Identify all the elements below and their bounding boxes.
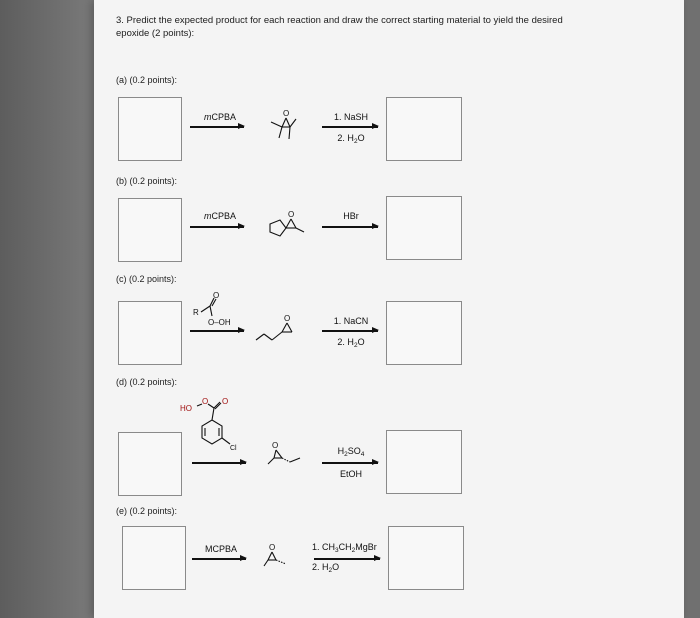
part-d-product-box[interactable] — [386, 430, 462, 494]
part-d-reagent-2-step-1: $H_2SO_4$ — [337, 446, 365, 458]
part-d-epoxide-structure — [262, 440, 310, 474]
part-e-reagent-2-step-2: 2. $H_2O$ — [312, 562, 340, 574]
part-d-hydroxyl: HO — [180, 404, 192, 413]
part-e-product-box[interactable] — [388, 526, 464, 590]
part-b-starting-material-box[interactable] — [118, 198, 182, 262]
part-d-arrow-1 — [192, 462, 246, 464]
part-d-carbonyl-oxygen: O — [222, 397, 229, 406]
part-e-epoxide-structure — [260, 540, 306, 572]
part-a-label: (a) (0.2 points): — [116, 75, 178, 85]
part-d-label: (d) (0.2 points): — [116, 377, 178, 387]
part-d-chlorine: Cl — [230, 445, 237, 452]
part-e-arrow-1 — [192, 558, 246, 560]
part-e-oxygen-atom: O — [269, 543, 276, 552]
part-c-carbonyl-oxygen: O — [213, 291, 220, 300]
question-title: 3. Predict the expected product for each reaction and draw the correct starting material to yield the desired epoxide (2 points): — [116, 15, 563, 39]
part-a-epoxide-structure — [262, 107, 310, 149]
part-a-starting-material-box[interactable] — [118, 97, 182, 161]
part-d-starting-material-box[interactable] — [118, 432, 182, 496]
part-d-peroxy-oxygen: O — [202, 397, 209, 406]
background-right — [684, 0, 700, 618]
part-c-r-group: R — [193, 308, 199, 317]
part-c-arrow-1 — [190, 330, 244, 332]
part-b-oxygen-atom: O — [288, 210, 295, 219]
part-e-starting-material-box[interactable] — [122, 526, 186, 590]
part-b-arrow-2 — [322, 226, 378, 228]
part-a-reagent-1: mCPBA — [203, 112, 236, 122]
part-a-reagent-2-step-1: 1. NaSH — [333, 112, 368, 122]
background-left — [0, 0, 94, 618]
part-c-reagent-2-step-1: 1. NaCN — [333, 316, 369, 326]
part-c-reagent-2-step-2: 2. $H_2O$ — [337, 337, 365, 349]
part-c-label: (c) (0.2 points): — [116, 274, 177, 284]
part-a-arrow-2 — [322, 126, 378, 128]
part-e-reagent-1: MCPBA — [204, 544, 237, 554]
part-d-oxygen-atom: O — [272, 441, 279, 450]
part-a-reagent-2-step-2: 2. $H_2O$ — [337, 133, 365, 145]
part-b-epoxide-structure — [262, 210, 312, 246]
part-c-starting-material-box[interactable] — [118, 301, 182, 365]
part-a-product-box[interactable] — [386, 97, 462, 161]
part-c-product-box[interactable] — [386, 301, 462, 365]
part-c-epoxide-structure — [252, 312, 308, 348]
part-b-product-box[interactable] — [386, 196, 462, 260]
part-c-oxygen-atom: O — [284, 314, 291, 323]
part-c-peroxy-group: O–OH — [208, 318, 231, 327]
part-b-label: (b) (0.2 points): — [116, 176, 178, 186]
part-d-reagent-2-step-2: EtOH — [339, 469, 362, 479]
part-c-arrow-2 — [322, 330, 378, 332]
part-e-label: (e) (0.2 points): — [116, 506, 178, 516]
part-b-arrow-1 — [190, 226, 244, 228]
part-d-arrow-2 — [322, 462, 378, 464]
part-a-arrow-1 — [190, 126, 244, 128]
part-b-reagent-1: mCPBA — [203, 211, 236, 221]
part-d-mcpba-structure — [176, 394, 246, 464]
part-e-arrow-2 — [314, 558, 380, 560]
part-e-reagent-2-step-1: 1. $CH_3CH_2MgBr$ — [312, 542, 377, 554]
part-a-oxygen-atom: O — [283, 109, 290, 118]
part-c-peracid-structure — [190, 292, 250, 328]
part-b-reagent-2: HBr — [343, 211, 359, 221]
